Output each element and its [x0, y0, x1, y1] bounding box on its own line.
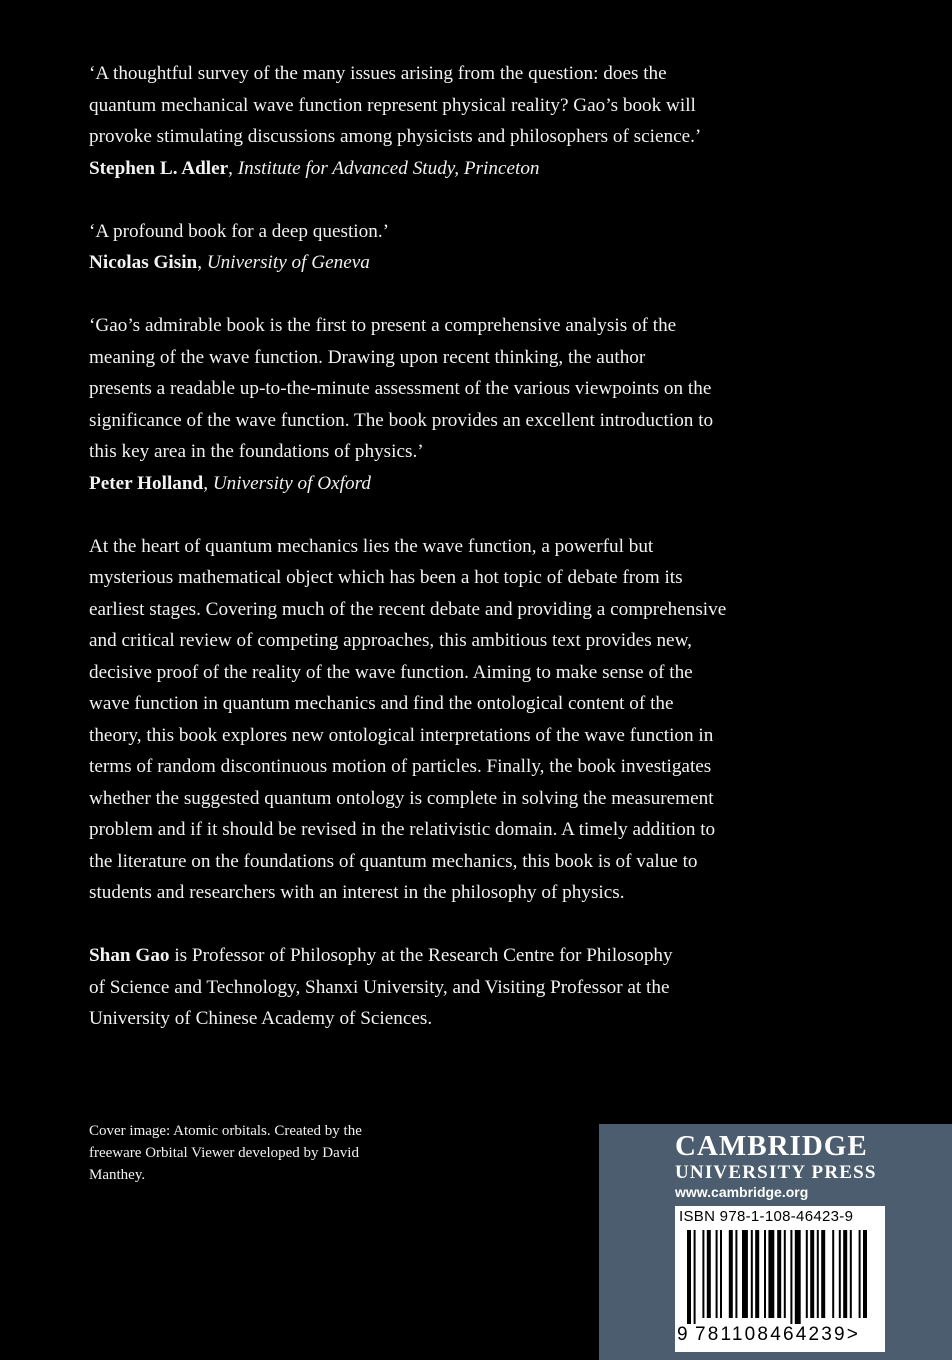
barcode-bar: [707, 1230, 711, 1318]
reviewer-affiliation: University of Oxford: [212, 472, 371, 494]
barcode-bar: [768, 1230, 774, 1318]
barcode-bar: [755, 1230, 759, 1318]
barcode-bar: [720, 1230, 722, 1318]
publisher-subtitle: UNIVERSITY PRESS: [675, 1162, 877, 1183]
barcode-panel: [675, 1206, 885, 1352]
barcode-bar: [795, 1230, 801, 1324]
review-line: presents a readable up-to-the-minute assessment of the various viewpoints on the: [89, 378, 712, 399]
description-line: whether the suggested quantum ontology is complete in solving the measurement: [89, 787, 714, 809]
barcode-bar: [832, 1230, 834, 1318]
barcode-bar: [777, 1230, 781, 1318]
bio-line: of Science and Technology, Shanxi University, and Visiting Professor at the: [89, 976, 670, 998]
description-line: decisive proof of the reality of the wave function. Aiming to make sense of the: [89, 661, 693, 683]
author-name: Shan Gao: [89, 945, 170, 966]
reviewer-affiliation: University of Geneva: [206, 252, 370, 273]
barcode-first-digit: 9: [677, 1324, 690, 1345]
barcode-bar: [806, 1230, 808, 1318]
reviewer-affiliation: Institute for Advanced Study, Princeton: [237, 157, 540, 179]
review-line: ‘A thoughtful survey of the many issues arising from the question: does the: [89, 63, 667, 84]
bio-line: [89, 940, 789, 972]
barcode-bar: [716, 1230, 718, 1318]
description-line: At the heart of quantum mechanics lies the wave function, a powerful but: [89, 535, 654, 557]
bio-line: University of Chinese Academy of Sciences.: [89, 1008, 433, 1029]
reviewer-name: Stephen L. Adler: [89, 157, 229, 179]
barcode-number: [695, 1324, 860, 1346]
bio-text: is Professor of Philosophy at the Research Centre for Philosophy: [169, 945, 673, 966]
barcode-bar: [821, 1230, 825, 1318]
barcode-bar: [859, 1230, 861, 1318]
credit-line: freeware Orbital Viewer developed by David: [89, 1145, 359, 1161]
description-line: earliest stages. Covering much of the recent debate and providing a comprehensive: [89, 598, 727, 620]
barcode-bar: [810, 1230, 814, 1318]
review-line: this key area in the foundations of physics.’: [89, 441, 424, 462]
review-line: ‘Gao’s admirable book is the first to present a comprehensive analysis of the: [89, 315, 677, 336]
isbn-label: ISBN 978-1-108-46423-9: [679, 1208, 854, 1225]
review-line: meaning of the wave function. Drawing upon recent thinking, the author: [89, 346, 646, 368]
review-attribution: Stephen L. Adler, Institute for Advanced Study, Princeton: [89, 157, 540, 179]
reviewer-name: Nicolas Gisin: [89, 252, 198, 273]
barcode-bar: [702, 1230, 704, 1318]
review-gisin: [89, 216, 789, 279]
barcode-number-digits: 781108464239: [695, 1324, 847, 1345]
description-line: terms of random discontinuous motion of particles. Finally, the book investigates: [89, 756, 712, 777]
description-line: wave function in quantum mechanics and find the ontological content of the: [89, 693, 674, 714]
review-holland: [89, 310, 789, 499]
book-description: [89, 531, 789, 909]
review-line: provoke stimulating discussions among physicists and philosophers of science.’: [89, 126, 702, 147]
barcode-bar: [735, 1230, 737, 1318]
description-line: problem and if it should be revised in the relativistic domain. A timely addition to: [89, 819, 716, 840]
barcode-bar: [863, 1230, 867, 1318]
barcode-bar: [850, 1230, 852, 1318]
cover-image-credit: [89, 1120, 409, 1186]
credit-line: Cover image: Atomic orbitals. Created by the: [89, 1123, 362, 1139]
description-line: the literature on the foundations of quantum mechanics, this book is of value to: [89, 850, 698, 872]
publisher-website: www.cambridge.org: [675, 1184, 809, 1200]
barcode-bar: [742, 1230, 748, 1318]
barcode-bar: [839, 1230, 841, 1318]
barcode-bar: [817, 1230, 819, 1318]
credit-line: Manthey.: [89, 1167, 146, 1183]
publisher-name: CAMBRIDGE: [675, 1130, 868, 1162]
description-line: theory, this book explores new ontological interpretations of the wave function in: [89, 724, 714, 746]
description-line: mysterious mathematical object which has been a hot topic of debate from its: [89, 567, 683, 588]
author-bio: [89, 940, 789, 1035]
barcode-bar: [751, 1230, 753, 1318]
barcode-bar: [729, 1230, 733, 1318]
review-line: quantum mechanical wave function represent physical reality? Gao’s book will: [89, 94, 696, 116]
reviewer-name: Peter Holland: [89, 472, 204, 494]
barcode-bar: [687, 1230, 691, 1324]
description-line: students and researchers with an interest in the philosophy of physics.: [89, 882, 625, 903]
description-line: and critical review of competing approaches, this ambitious text provides new,: [89, 630, 692, 651]
review-adler: [89, 58, 789, 184]
review-attribution: Peter Holland, University of Oxford: [89, 472, 371, 494]
barcode-end-mark: >: [846, 1324, 861, 1345]
barcode-bar: [790, 1230, 792, 1324]
barcode-bar: [694, 1230, 696, 1324]
review-attribution: Nicolas Gisin, University of Geneva: [89, 252, 370, 273]
barcode-image: [681, 1230, 879, 1324]
barcode-bar: [784, 1230, 786, 1318]
review-line: significance of the wave function. The book provides an excellent introduction to: [89, 409, 714, 431]
publisher-box: [599, 1124, 952, 1360]
review-line: ‘A profound book for a deep question.’: [89, 220, 390, 242]
back-cover-text: [89, 58, 789, 1035]
barcode-bar: [843, 1230, 847, 1318]
barcode-bar: [764, 1230, 766, 1318]
